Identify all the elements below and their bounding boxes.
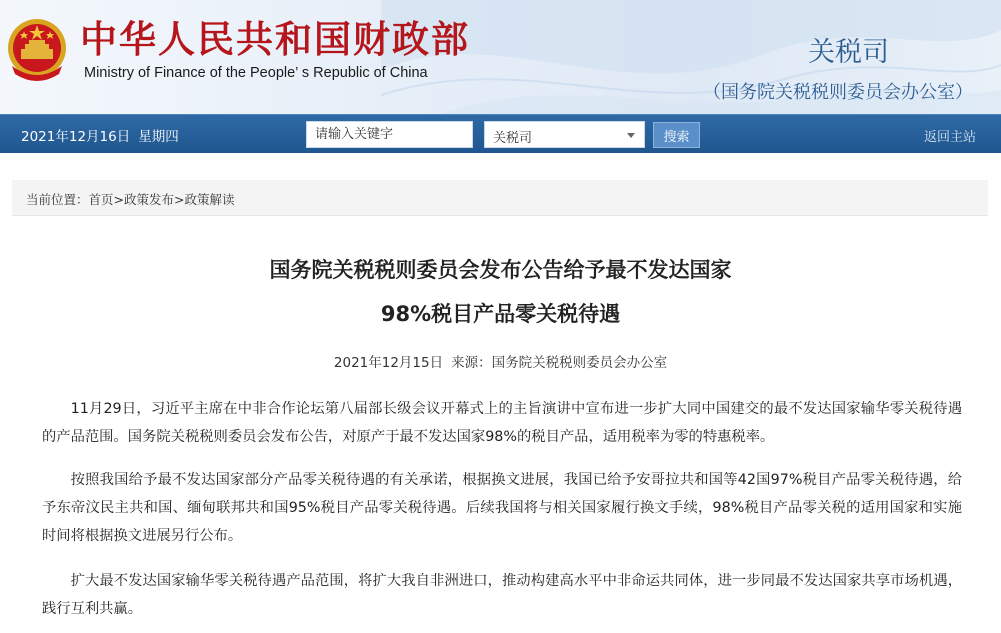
article-meta [0,351,1001,371]
ministry-name-cn: 中华人民共和国财政部 [80,18,470,61]
breadcrumb-item-home[interactable]: 首页 [88,192,114,207]
article-paragraph: 按照我国给予最不发达国家部分产品零关税待遇的有关承诺，根据换文进展，我国已给予安哥拉共和国等42国97%税目产品零关税待遇，给予东帝汶民主共和国、缅甸联邦共和国95%税目产品零关税待遇。后续我国将与相关国家履行换文手续，98%税目产品零关税的适用国家和实施时间将根据换文进展另行公布。 [42,472,962,544]
breadcrumb-separator: > [174,192,185,207]
search-input[interactable] [306,121,473,148]
national-emblem-icon [4,14,70,86]
article-paragraph: 11月29日，习近平主席在中非合作论坛第八届部长级会议开幕式上的主旨演讲中宣布进一步扩大同中国建交的最不发达国家输华零关税待遇的产品范围。国务院关税税则委员会发布公告，对原产于最不发达国家98%的税目产品，适用税率为零的特惠税率。 [42,401,962,445]
ministry-name-en: Ministry of Finance of the People’ s Republic of China [84,65,428,81]
current-date [21,125,187,145]
site-header [0,0,1001,114]
breadcrumb-separator: > [113,192,125,207]
department-title: 关税司 [808,37,889,68]
breadcrumb-item-policy-release[interactable]: 政策发布 [124,192,175,207]
nav-bar [0,114,1001,153]
article-title-line-1: 国务院关税税则委员会发布公告给予最不发达国家 [269,258,732,282]
return-home-link[interactable]: 返回主站 [924,130,977,145]
breadcrumb [12,180,988,216]
breadcrumb-item-policy-interpretation[interactable]: 政策解读 [184,192,235,207]
department-select-value: 关税司 [493,131,533,146]
department-select[interactable] [484,121,645,148]
breadcrumb-prefix: 当前位置： [26,192,89,207]
department-subtitle: （国务院关税税则委员会办公室） [703,82,973,103]
chevron-down-icon [627,133,635,138]
date-text: 2021年12月16日 [21,129,131,145]
article-date: 2021年12月15日 [333,355,444,371]
article-source: 来源：国务院关税税则委员会办公室 [451,355,668,371]
search-button[interactable]: 搜索 [653,122,700,148]
article-paragraph: 扩大最不发达国家输华零关税待遇产品范围，将扩大我自非洲进口，推动构建高水平中非命运共同体，进一步同最不发达国家共享市场机遇，践行互利共赢。 [42,573,962,617]
weekday-text: 星期四 [138,129,179,145]
article-title-line-2: 98%税目产品零关税待遇 [380,302,621,326]
